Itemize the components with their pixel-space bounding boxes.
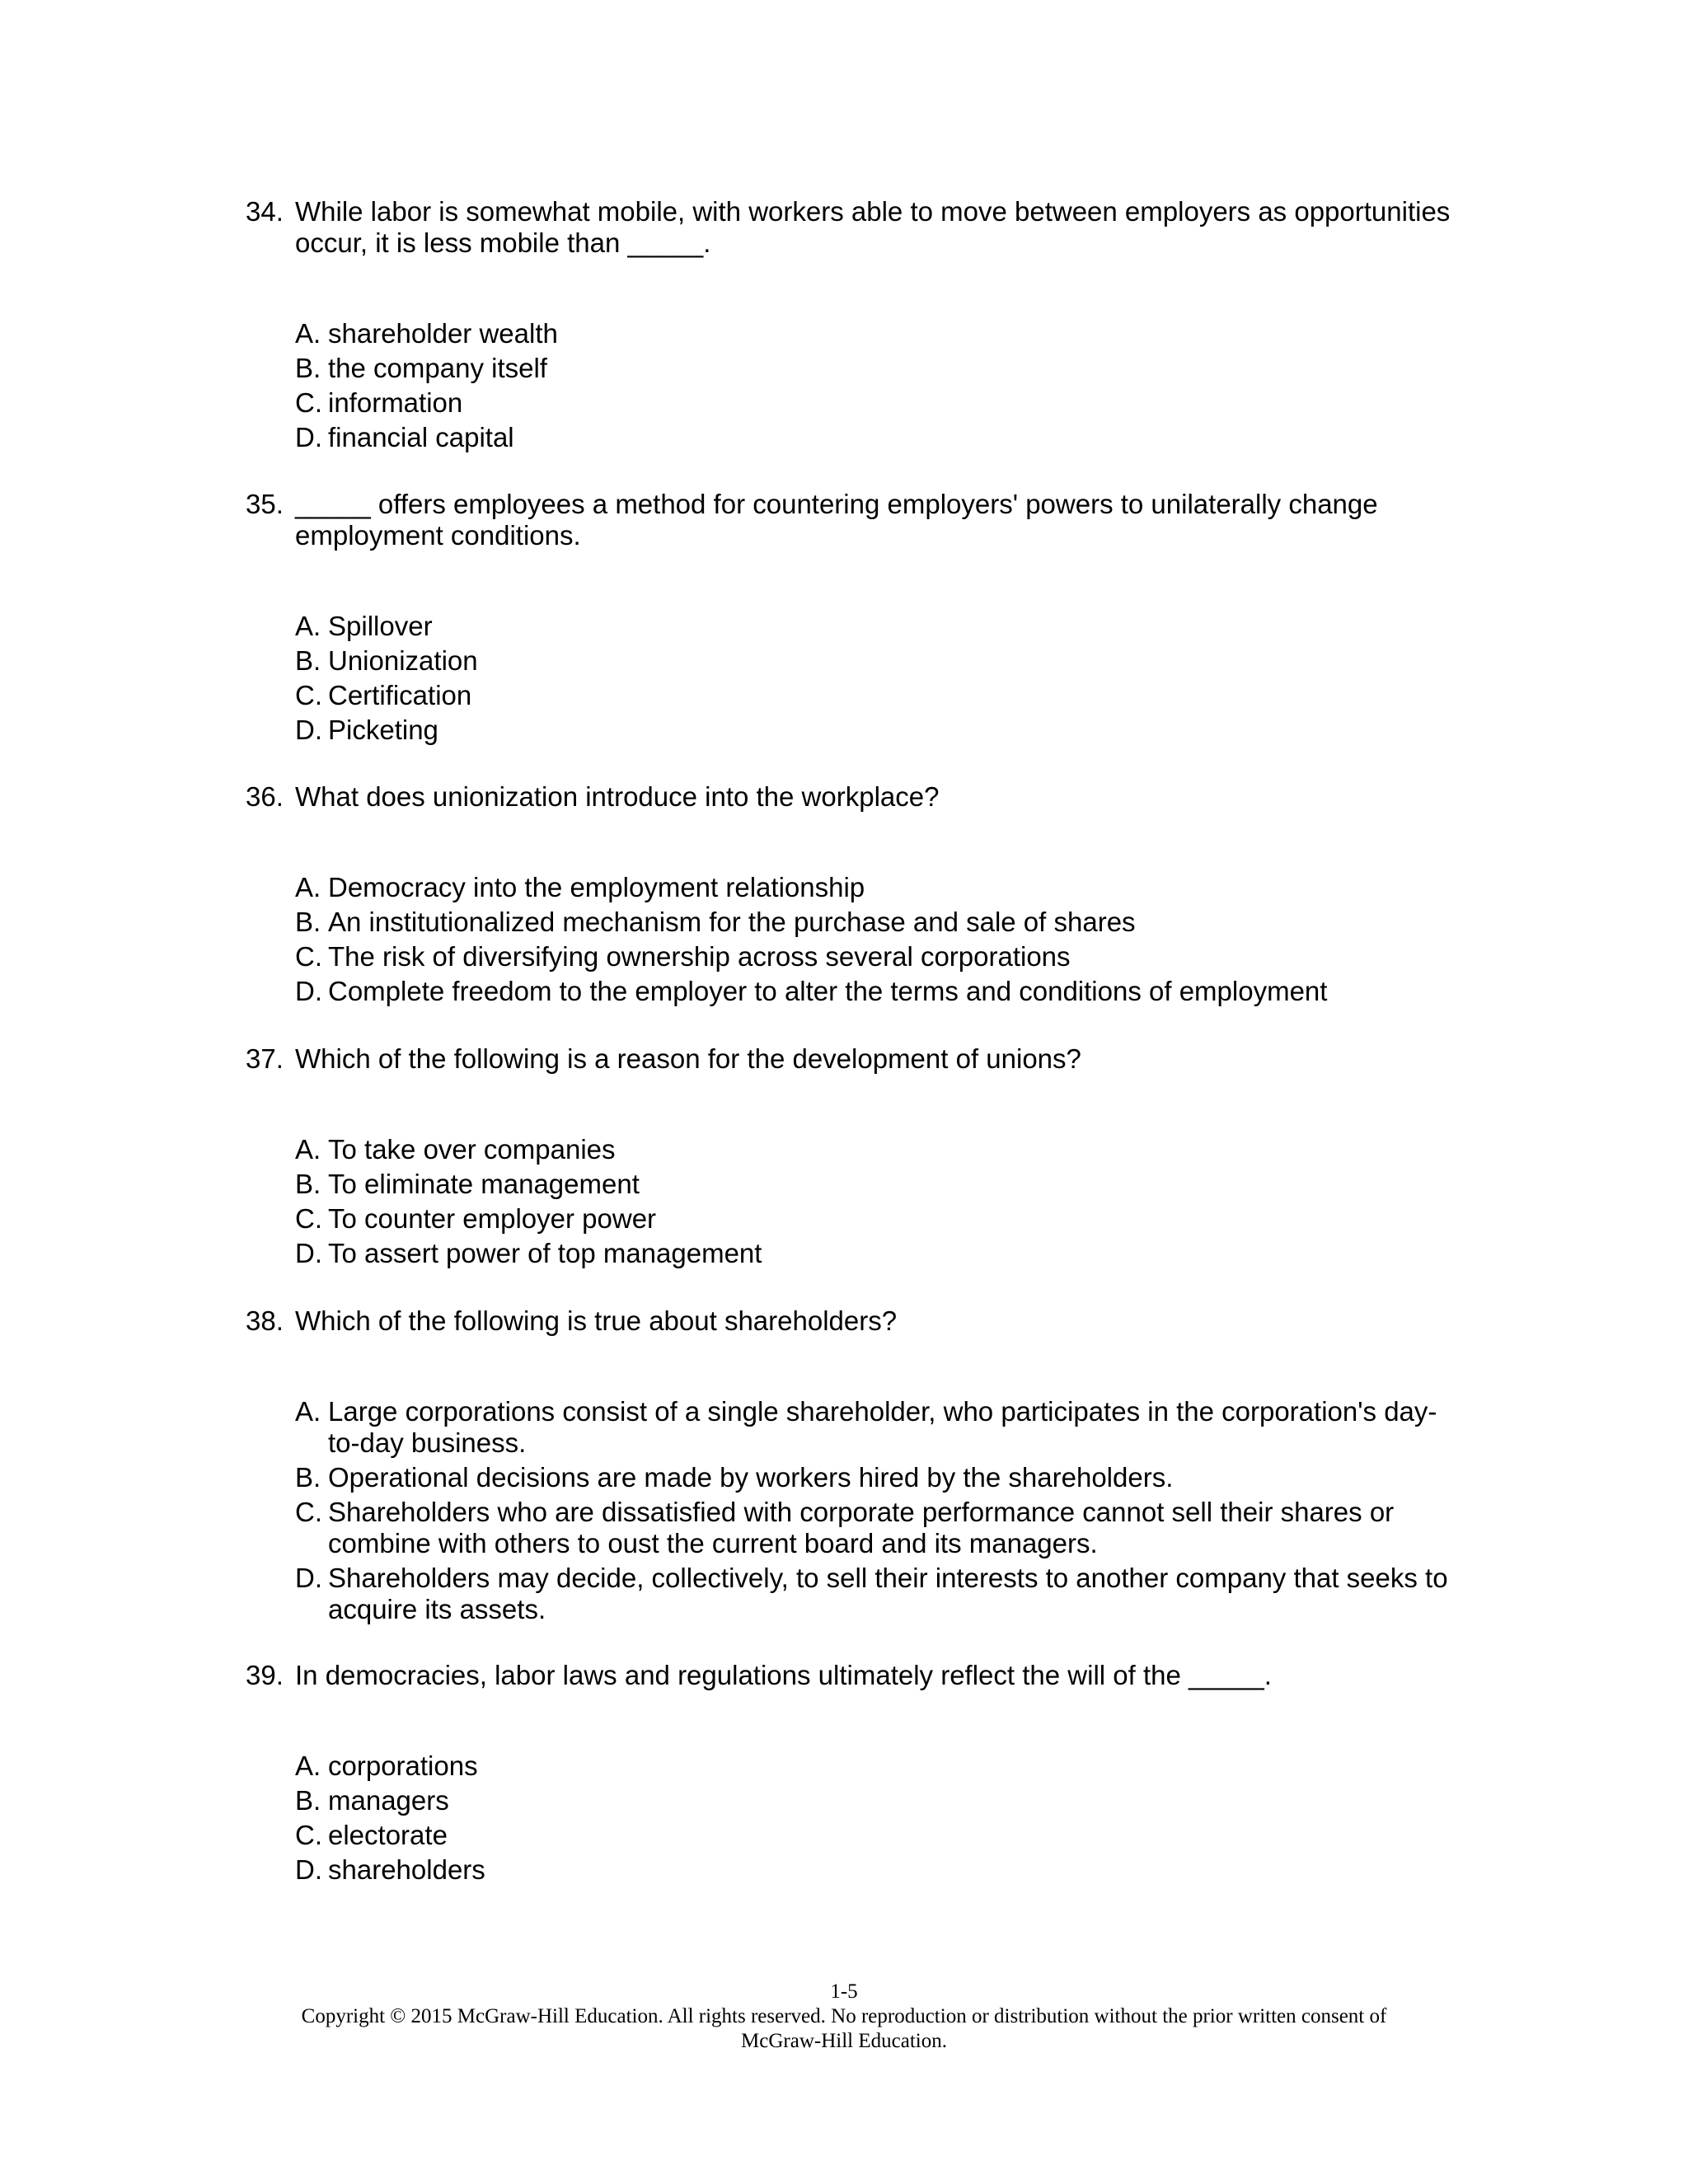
answer-option	[295, 1820, 1465, 1851]
answer-option	[295, 1750, 1465, 1782]
answer-option	[295, 1203, 1465, 1235]
answer-option	[295, 976, 1465, 1007]
question-38	[246, 1305, 1465, 1629]
option-text: To eliminate management	[328, 1169, 640, 1199]
option-letter: A.	[295, 872, 321, 902]
answer-option	[295, 1462, 1465, 1493]
question-36	[246, 781, 1465, 1010]
question-number: 35.	[246, 489, 284, 519]
option-letter: C.	[295, 680, 322, 710]
option-text: managers	[328, 1785, 449, 1816]
option-letter: C.	[295, 1203, 322, 1234]
option-letter: D.	[295, 715, 322, 745]
option-text: shareholder wealth	[328, 318, 558, 349]
answer-option	[295, 1169, 1465, 1200]
option-text: To counter employer power	[328, 1203, 657, 1234]
question-number: 36.	[246, 781, 284, 812]
option-text: financial capital	[328, 422, 514, 452]
option-letter: B.	[295, 1462, 321, 1493]
option-letter: A.	[295, 1134, 321, 1165]
question-number: 34.	[246, 196, 284, 227]
option-letter: C.	[295, 941, 322, 972]
question-35	[246, 489, 1465, 749]
option-text: The risk of diversifying ownership across several corporations	[328, 941, 1071, 972]
answer-option	[295, 1134, 1465, 1165]
answer-option	[295, 611, 1465, 642]
copyright-line-2: McGraw-Hill Education.	[741, 2030, 947, 2052]
question-text: _____ offers employees a method for countering employers' powers to unilaterally change employment conditions.	[295, 489, 1378, 551]
option-text: Certification	[328, 680, 472, 710]
answer-options	[295, 1134, 1465, 1269]
option-letter: B.	[295, 1169, 321, 1199]
option-text: shareholders	[328, 1854, 485, 1885]
answer-option	[295, 1497, 1465, 1559]
answer-option	[295, 1238, 1465, 1269]
option-letter: A.	[295, 1750, 321, 1781]
option-letter: B.	[295, 1785, 321, 1816]
option-letter: D.	[295, 1854, 322, 1885]
option-text: Shareholders who are dissatisfied with corporate performance cannot sell their shares or combine with others to oust the current board and its managers.	[328, 1497, 1395, 1558]
answer-options	[295, 1396, 1465, 1625]
option-text: Unionization	[328, 645, 478, 676]
option-letter: D.	[295, 1238, 322, 1268]
option-letter: D.	[295, 422, 322, 452]
question-37	[246, 1043, 1465, 1272]
option-text: information	[328, 387, 463, 418]
answer-option	[295, 422, 1465, 453]
option-text: An institutionalized mechanism for the purchase and sale of shares	[328, 907, 1136, 937]
answer-option	[295, 907, 1465, 938]
answer-option	[295, 645, 1465, 677]
option-text: To assert power of top management	[328, 1238, 762, 1268]
option-letter: A.	[295, 611, 321, 641]
option-text: Spillover	[328, 611, 433, 641]
answer-option	[295, 715, 1465, 746]
answer-option	[295, 941, 1465, 972]
option-text: Large corporations consist of a single shareholder, who participates in the corporation's day-to-day business.	[328, 1396, 1437, 1458]
option-text: To take over companies	[328, 1134, 616, 1165]
question-text: Which of the following is a reason for the development of unions?	[295, 1043, 1081, 1074]
option-text: electorate	[328, 1820, 448, 1850]
answer-option	[295, 1396, 1465, 1459]
option-letter: D.	[295, 976, 322, 1006]
answer-option	[295, 1563, 1465, 1625]
question-number: 39.	[246, 1660, 284, 1690]
question-number: 38.	[246, 1305, 284, 1336]
option-letter: A.	[295, 1396, 321, 1427]
option-letter: C.	[295, 1820, 322, 1850]
question-text: What does unionization introduce into the workplace?	[295, 781, 940, 812]
answer-option	[295, 872, 1465, 903]
option-letter: D.	[295, 1563, 322, 1593]
option-letter: B.	[295, 907, 321, 937]
question-text: Which of the following is true about shareholders?	[295, 1305, 898, 1336]
answer-option	[295, 680, 1465, 711]
answer-option	[295, 387, 1465, 419]
answer-options	[295, 318, 1465, 453]
page-footer	[0, 1980, 1688, 2054]
question-39	[246, 1660, 1465, 1889]
question-text: In democracies, labor laws and regulations ultimately reflect the will of the _____.	[295, 1660, 1272, 1690]
copyright-line-1: Copyright © 2015 McGraw-Hill Education. All rights reserved. No reproduction or distribution without the prior written consent of	[301, 2005, 1387, 2027]
answer-options	[295, 1750, 1465, 1886]
answer-option	[295, 318, 1465, 349]
option-letter: B.	[295, 353, 321, 383]
option-text: Shareholders may decide, collectively, to sell their interests to another company that seeks to acquire its assets.	[328, 1563, 1448, 1624]
question-number: 37.	[246, 1043, 284, 1074]
question-text: While labor is somewhat mobile, with workers able to move between employers as opportunities occur, it is less mobile than _____.	[295, 196, 1451, 258]
answer-option	[295, 1854, 1465, 1886]
question-34	[246, 196, 1465, 457]
answer-options	[295, 611, 1465, 746]
option-text: Democracy into the employment relationship	[328, 872, 865, 902]
answer-option	[295, 353, 1465, 384]
option-text: the company itself	[328, 353, 547, 383]
option-letter: A.	[295, 318, 321, 349]
option-letter: B.	[295, 645, 321, 676]
page-number: 1-5	[830, 1980, 858, 2003]
option-letter: C.	[295, 1497, 322, 1527]
option-text: corporations	[328, 1750, 478, 1781]
answer-option	[295, 1785, 1465, 1816]
option-text: Complete freedom to the employer to alter the terms and conditions of employment	[328, 976, 1328, 1006]
option-letter: C.	[295, 387, 322, 418]
option-text: Picketing	[328, 715, 438, 745]
option-text: Operational decisions are made by workers hired by the shareholders.	[328, 1462, 1174, 1493]
answer-options	[295, 872, 1465, 1007]
